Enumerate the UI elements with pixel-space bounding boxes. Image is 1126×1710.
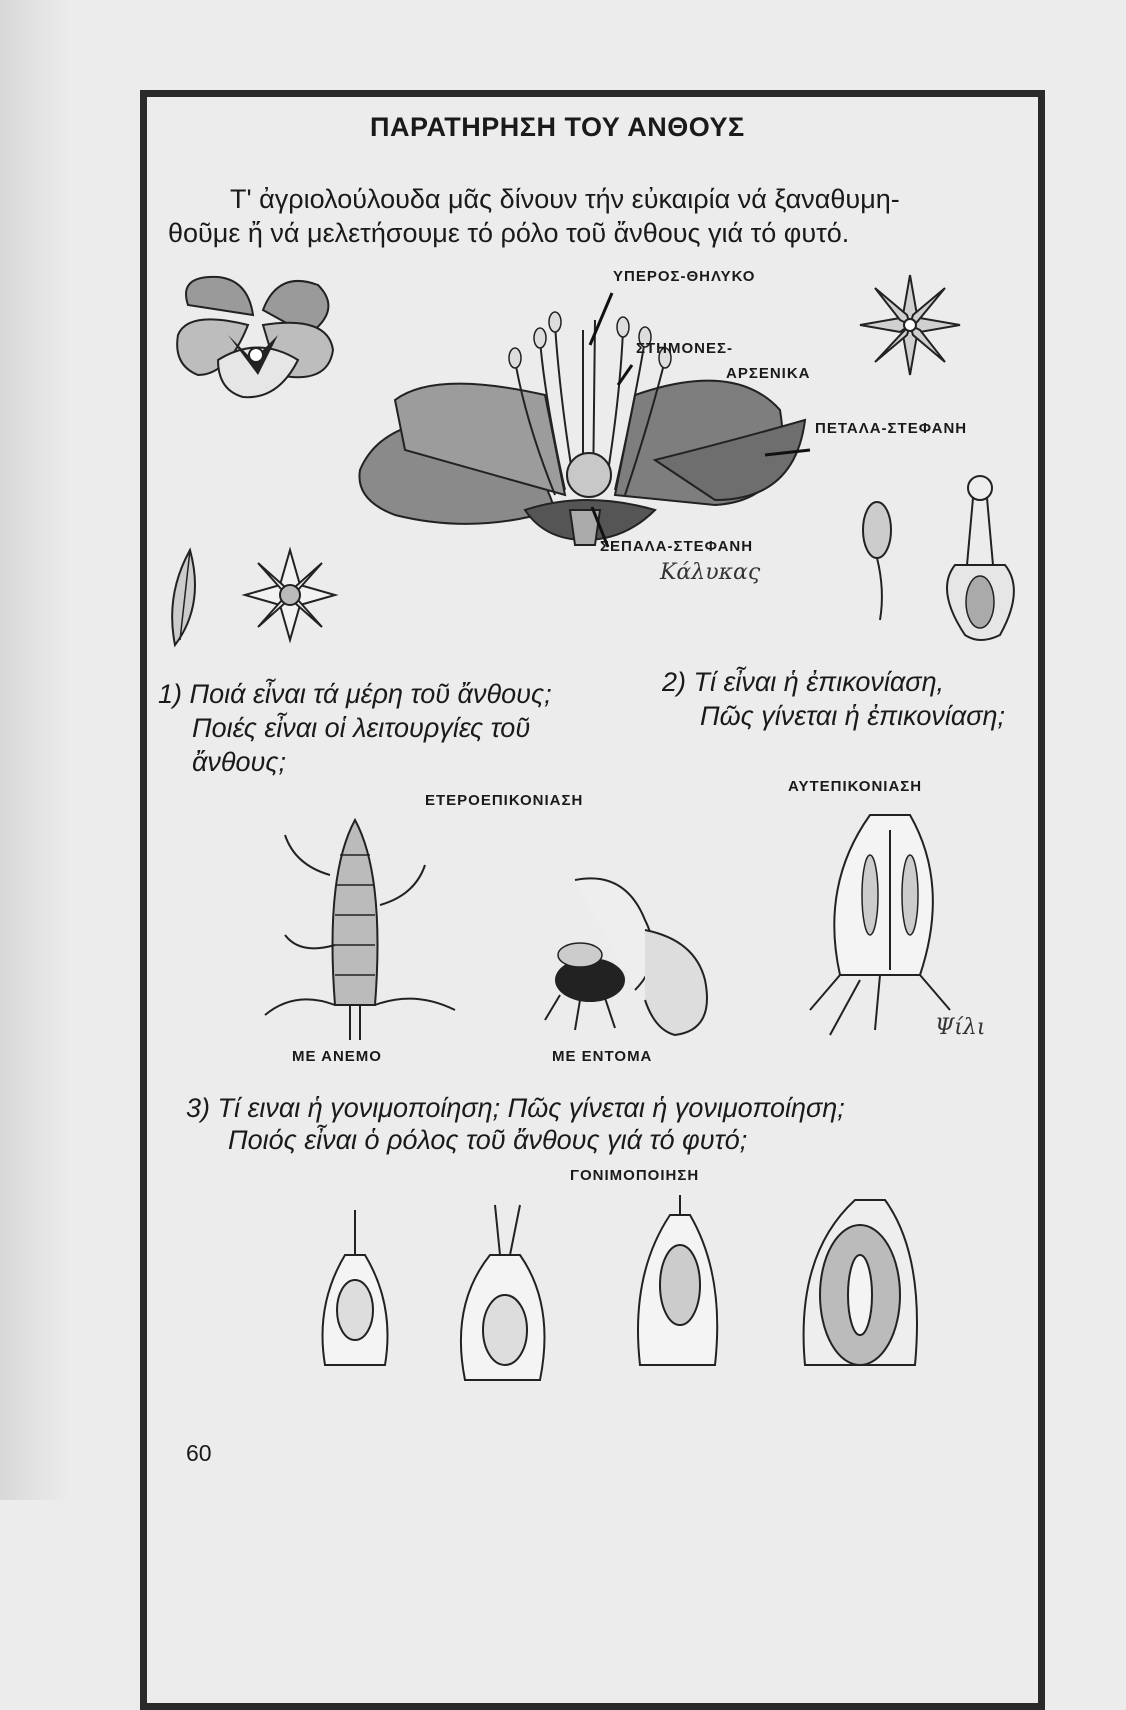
label-pointers	[560, 285, 820, 555]
label-sepals: ΣΕΠΑΛΑ-ΣΤΕΦΑΝΗ	[600, 538, 754, 555]
star-flower-illustration	[855, 270, 965, 380]
insect-pollination-illustration	[535, 870, 725, 1050]
sepal-leaf-illustration	[160, 545, 380, 655]
question-2-line-1: 2) Τί εἶναι ἡ ἐπικονίαση,	[662, 667, 945, 697]
pansy-illustration	[168, 265, 348, 405]
handwritten-note-self: Ψίλι	[935, 1015, 986, 1040]
label-by-wind: ΜΕ ΑΝΕΜΟ	[292, 1048, 382, 1065]
page-title: ΠΑΡΑΤΗΡΗΣΗ ΤΟΥ ΑΝΘΟΥΣ	[370, 112, 745, 142]
question-1-line-2: Ποιές εἶναι οἱ λειτουργίες τοῦ	[192, 713, 531, 743]
label-cross-pollination: ΕΤΕΡΟΕΠΙΚΟΝΙΑΣΗ	[425, 792, 584, 809]
label-fertilization: ΓΟΝΙΜΟΠΟΙΗΣΗ	[570, 1167, 700, 1184]
label-by-insects: ΜΕ ΕΝΤΟΜΑ	[552, 1048, 653, 1065]
label-stamens-2: ΑΡΣΕΝΙΚΑ	[726, 365, 811, 382]
question-2-line-2: Πῶς γίνεται ἡ ἐπικονίαση;	[700, 701, 1006, 731]
question-1-line-3: ἄνθους;	[192, 747, 287, 777]
label-petals: ΠΕΤΑΛΑ-ΣΤΕΦΑΝΗ	[815, 420, 968, 437]
page-number: 60	[186, 1440, 212, 1466]
label-pistil: ΥΠΕΡΟΣ-ΘΗΛΥΚΟ	[613, 268, 756, 285]
question-3-line-1: 3) Τί ειναι ἡ γονιμοποίηση; Πῶς γίνεται ἡ γονιμοποίηση;	[186, 1093, 845, 1123]
intro-line-1: Τ' ἀγριολούλουδα μᾶς δίνουν τήν εὐκαιρία νά ξαναθυμη-	[230, 184, 900, 214]
wind-pollination-illustration	[255, 815, 465, 1045]
fertilization-stages-illustration	[295, 1195, 995, 1395]
intro-line-2: θοῦμε ἤ νά μελετήσουμε τό ρόλο τοῦ ἄνθους γιά τό φυτό.	[168, 218, 850, 248]
question-3-line-2: Ποιός εἶναι ὁ ρόλος τοῦ ἄνθους γιά τό φυτό;	[228, 1125, 748, 1155]
question-1-line-1: 1) Ποιά εἶναι τά μέρη τοῦ ἄνθους;	[158, 679, 552, 709]
handwritten-note-calyx: Κάλυκας	[660, 560, 761, 585]
stamen-pistil-illustration	[855, 470, 1045, 650]
label-self-pollination: ΑΥΤΕΠΙΚΟΝΙΑΣΗ	[788, 778, 923, 795]
label-stamens-1: ΣΤΗΜΟΝΕΣ-	[636, 340, 733, 357]
self-pollination-illustration	[800, 805, 990, 1045]
page-edge-shadow	[0, 0, 70, 1500]
